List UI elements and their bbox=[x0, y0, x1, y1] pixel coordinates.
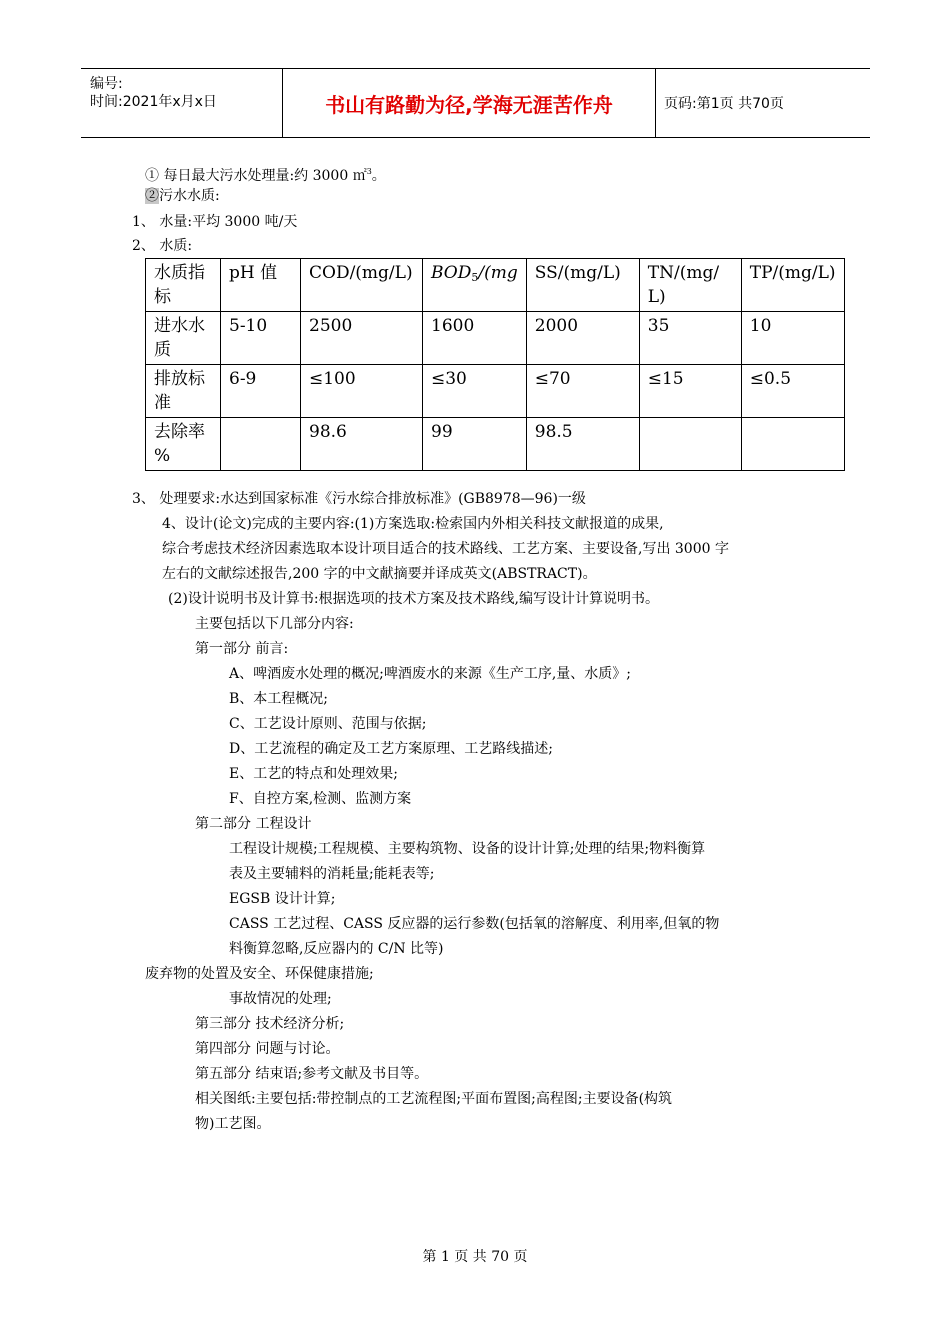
egsb-calculation: EGSB 设计计算; bbox=[229, 891, 336, 907]
table-cell: 98.5 bbox=[526, 418, 639, 471]
table-cell: 2500 bbox=[301, 312, 423, 365]
table-cell: 35 bbox=[639, 312, 741, 365]
header-cell: pH 值 bbox=[221, 259, 301, 312]
list-item-a: A、啤酒废水处理的概况;啤酒废水的来源《生产工序,量、水质》; bbox=[229, 666, 631, 682]
design-manual: (2)设计说明书及计算书:根据选项的技术方案及技术路线,编写设计计算说明书。 bbox=[168, 591, 659, 607]
list-item-f: F、自控方案,检测、监测方案 bbox=[229, 791, 412, 807]
table-cell: 10 bbox=[741, 312, 844, 365]
part-three-heading: 第三部分 技术经济分析; bbox=[195, 1016, 345, 1032]
list-item-e: E、工艺的特点和处理效果; bbox=[229, 766, 398, 782]
table-cell: ≤15 bbox=[639, 365, 741, 418]
list-item-d: D、工艺流程的确定及工艺方案原理、工艺路线描述; bbox=[229, 741, 553, 757]
water-quality-table bbox=[145, 258, 845, 471]
table-cell: 5-10 bbox=[221, 312, 301, 365]
part-one-heading: 第一部分 前言: bbox=[195, 641, 289, 657]
table-cell: 98.6 bbox=[301, 418, 423, 471]
table-cell bbox=[741, 418, 844, 471]
table-cell bbox=[639, 418, 741, 471]
main-content-line2: 综合考虑技术经济因素选取本设计项目适合的技术路线、工艺方案、主要设备,写出 3000 字 bbox=[162, 541, 729, 557]
list-item-b: B、本工程概况; bbox=[229, 691, 329, 707]
table-cell: 6-9 bbox=[221, 365, 301, 418]
table-cell: 99 bbox=[423, 418, 527, 471]
page-info: 页码:第1页 共70页 bbox=[664, 96, 784, 112]
header-cell: COD/(mg/L) bbox=[301, 259, 423, 312]
table-cell: ≤100 bbox=[301, 365, 423, 418]
header-cell: 水质指 标 bbox=[146, 259, 221, 312]
table-cell: 1600 bbox=[423, 312, 527, 365]
drawings-line1: 相关图纸:主要包括:带控制点的工艺流程图;平面布置图;高程图;主要设备(构筑 bbox=[195, 1091, 673, 1107]
part-four-heading: 第四部分 问题与讨论。 bbox=[195, 1041, 340, 1057]
water-quality-heading: ②污水水质: bbox=[145, 188, 220, 204]
header-cell: TP/(mg/L) bbox=[741, 259, 844, 312]
table-cell: ≤70 bbox=[526, 365, 639, 418]
cass-process-line2: 料衡算忽略,反应器内的 C/N 比等) bbox=[229, 941, 444, 957]
part-five-heading: 第五部分 结束语;参考文献及书目等。 bbox=[195, 1066, 429, 1082]
header-cell: TN/(mg/ L) bbox=[639, 259, 741, 312]
main-content-line1: 4、设计(论文)完成的主要内容:(1)方案选取:检索国内外相关科技文献报道的成果, bbox=[162, 516, 664, 532]
waste-disposal: 废弃物的处置及安全、环保健康措施; bbox=[145, 966, 374, 982]
table-row bbox=[146, 365, 845, 418]
table-cell: 进水水 质 bbox=[146, 312, 221, 365]
table-cell: 2000 bbox=[526, 312, 639, 365]
table-row bbox=[146, 418, 845, 471]
main-content-line3: 左右的文献综述报告,200 字的中文献摘要并译成英文(ABSTRACT)。 bbox=[162, 566, 597, 582]
table-cell: 排放标 准 bbox=[146, 365, 221, 418]
accident-handling: 事故情况的处理; bbox=[229, 991, 332, 1007]
motto: 书山有路勤为径,学海无涯苦作舟 bbox=[283, 69, 656, 137]
number-label: 编号: bbox=[90, 76, 123, 92]
page-footer: 第 1 页 共 70 页 bbox=[422, 1249, 528, 1265]
treatment-requirement: 3、 处理要求:水达到国家标准《污水综合排放标准》(GB8978—96)一级 bbox=[132, 491, 586, 507]
header-meta bbox=[81, 69, 283, 137]
part-two-heading: 第二部分 工程设计 bbox=[195, 816, 312, 832]
header-cell-bod: $BOD_5/(mg$ bbox=[423, 259, 527, 312]
table-cell: ≤0.5 bbox=[741, 365, 844, 418]
daily-capacity: ① 每日最大污水处理量:约 3000 ㎡$^3$。 bbox=[145, 167, 386, 184]
table-row bbox=[146, 312, 845, 365]
table-header-row bbox=[146, 259, 845, 312]
drawings-line2: 物)工艺图。 bbox=[195, 1116, 271, 1132]
includes-heading: 主要包括以下几部分内容: bbox=[195, 616, 354, 632]
header-cell: SS/(mg/L) bbox=[526, 259, 639, 312]
engineering-design-line2: 表及主要辅料的消耗量;能耗表等; bbox=[229, 866, 435, 882]
water-volume: 1、 水量:平均 3000 吨/天 bbox=[132, 214, 298, 230]
table-cell: 去除率 % bbox=[146, 418, 221, 471]
table-cell bbox=[221, 418, 301, 471]
date-label: 时间:2021年x月x日 bbox=[90, 94, 217, 110]
table-cell: ≤30 bbox=[423, 365, 527, 418]
list-item-c: C、工艺设计原则、范围与依据; bbox=[229, 716, 427, 732]
page-header bbox=[81, 68, 870, 138]
engineering-design-line1: 工程设计规模;工程规模、主要构筑物、设备的设计计算;处理的结果;物料衡算 bbox=[229, 841, 706, 857]
water-quality-label: 2、 水质: bbox=[132, 238, 193, 254]
cass-process-line1: CASS 工艺过程、CASS 反应器的运行参数(包括氧的溶解度、利用率,但氧的物 bbox=[229, 916, 720, 932]
circle-2-marker: ② bbox=[145, 188, 159, 204]
